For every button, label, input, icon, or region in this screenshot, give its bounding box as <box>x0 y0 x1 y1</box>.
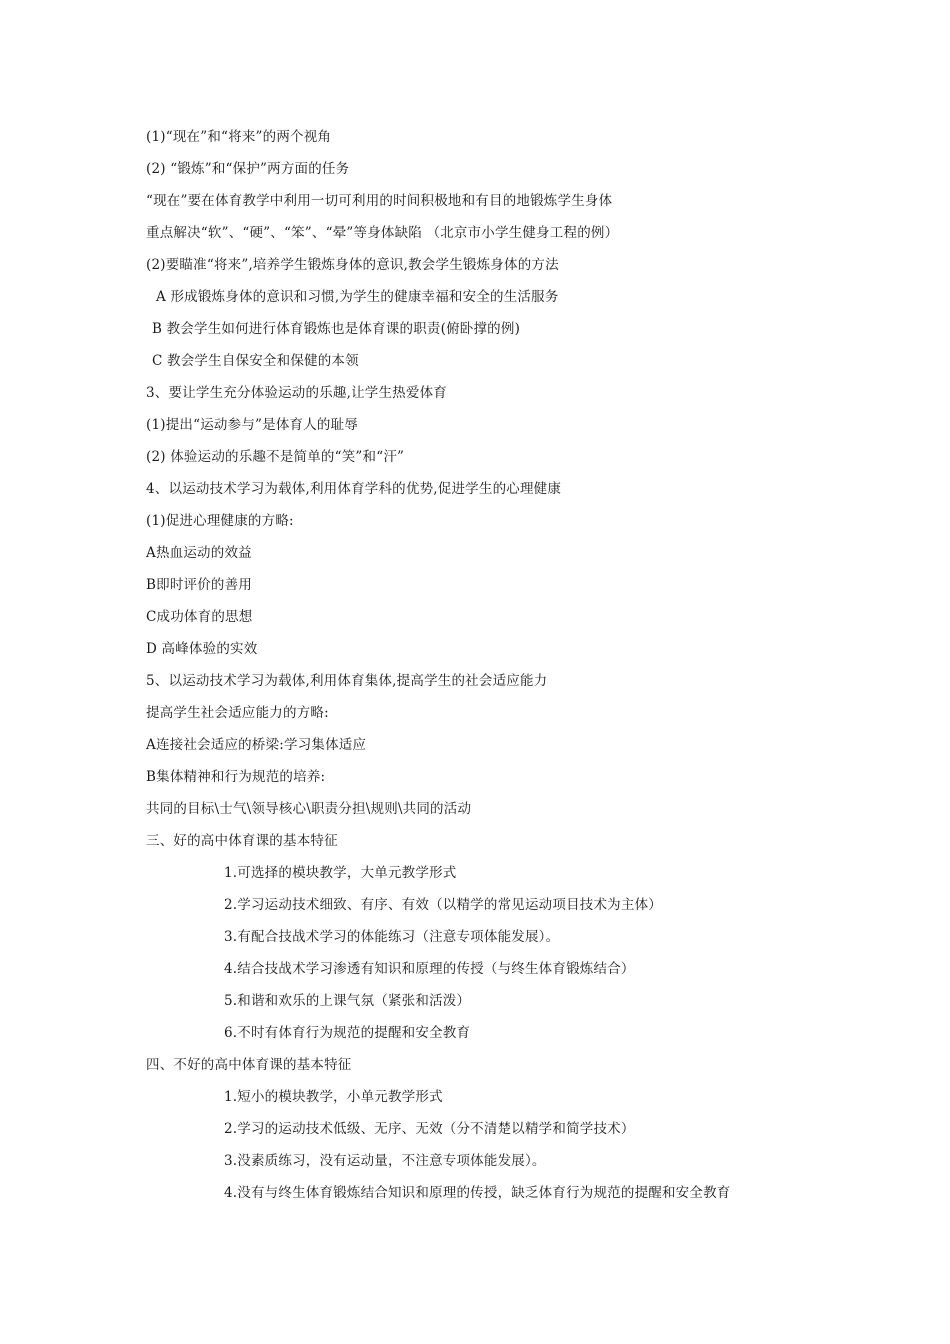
list-item: 1.短小的模块教学，小单元教学形式 <box>224 1089 443 1105</box>
text-line: B 教会学生如何进行体育锻炼也是体育课的职责(俯卧撑的例) <box>152 321 521 337</box>
text-line: (1)提出“运动参与”是体育人的耻辱 <box>146 417 359 433</box>
list-item: 4.结合技战术学习渗透有知识和原理的传授（与终生体育锻炼结合） <box>224 961 635 977</box>
text-line: 5、以运动技术学习为载体,利用体育集体,提高学生的社会适应能力 <box>146 673 548 689</box>
text-line: B集体精神和行为规范的培养: <box>146 769 326 785</box>
text-line: 4、以运动技术学习为载体,利用体育学科的优势,促进学生的心理健康 <box>146 481 562 497</box>
list-item: 2.学习的运动技术低级、无序、无效（分不清楚以精学和简学技术） <box>224 1121 635 1137</box>
text-line: “现在”要在体育教学中利用一切可利用的时间积极地和有目的地锻炼学生身体 <box>146 193 613 209</box>
list-item: 2.学习运动技术细致、有序、有效（以精学的常见运动项目技术为主体） <box>224 897 662 913</box>
text-line: 共同的目标\士气\领导核心\职责分担\规则\共同的活动 <box>146 801 472 817</box>
text-line: 3、要让学生充分体验运动的乐趣,让学生热爱体育 <box>146 385 447 401</box>
text-line: 重点解决“软”、“硬”、“笨”、“晕”等身体缺陷 （北京市小学生健身工程的例） <box>146 225 619 241</box>
list-item: 1.可选择的模块教学，大单元教学形式 <box>224 865 457 881</box>
text-line: (1)“现在”和“将来”的两个视角 <box>146 129 332 145</box>
text-line: (2) “锻炼”和“保护”两方面的任务 <box>146 161 350 177</box>
list-item: 4.没有与终生体育锻炼结合知识和原理的传授，缺乏体育行为规范的提醒和安全教育 <box>224 1185 731 1201</box>
text-line: D 高峰体验的实效 <box>146 641 258 657</box>
text-line: (2)要瞄准“将来”,培养学生锻炼身体的意识,教会学生锻炼身体的方法 <box>146 257 559 273</box>
text-line: C成功体育的思想 <box>146 609 253 625</box>
text-line: A热血运动的效益 <box>146 545 252 561</box>
list-item: 5.和谐和欢乐的上课气氛（紧张和活泼） <box>224 993 471 1009</box>
text-line: A连接社会适应的桥梁:学习集体适应 <box>146 737 367 753</box>
text-line: 提高学生社会适应能力的方略: <box>146 705 329 721</box>
text-line: C 教会学生自保安全和保健的本领 <box>152 353 359 369</box>
list-item: 3.有配合技战术学习的体能练习（注意专项体能发展）。 <box>224 929 560 945</box>
section-heading: 三、好的高中体育课的基本特征 <box>146 833 338 849</box>
list-item: 6.不时有体育行为规范的提醒和安全教育 <box>224 1025 471 1041</box>
text-line: (2) 体验运动的乐趣不是简单的“笑”和“汗” <box>146 449 405 465</box>
section-heading: 四、不好的高中体育课的基本特征 <box>146 1057 352 1073</box>
text-line: A 形成锻炼身体的意识和习惯,为学生的健康幸福和安全的生活服务 <box>156 289 559 305</box>
text-line: B即时评价的善用 <box>146 577 253 593</box>
text-line: (1)促进心理健康的方略: <box>146 513 294 529</box>
list-item: 3.没素质练习，没有运动量，不注意专项体能发展）。 <box>224 1153 546 1169</box>
